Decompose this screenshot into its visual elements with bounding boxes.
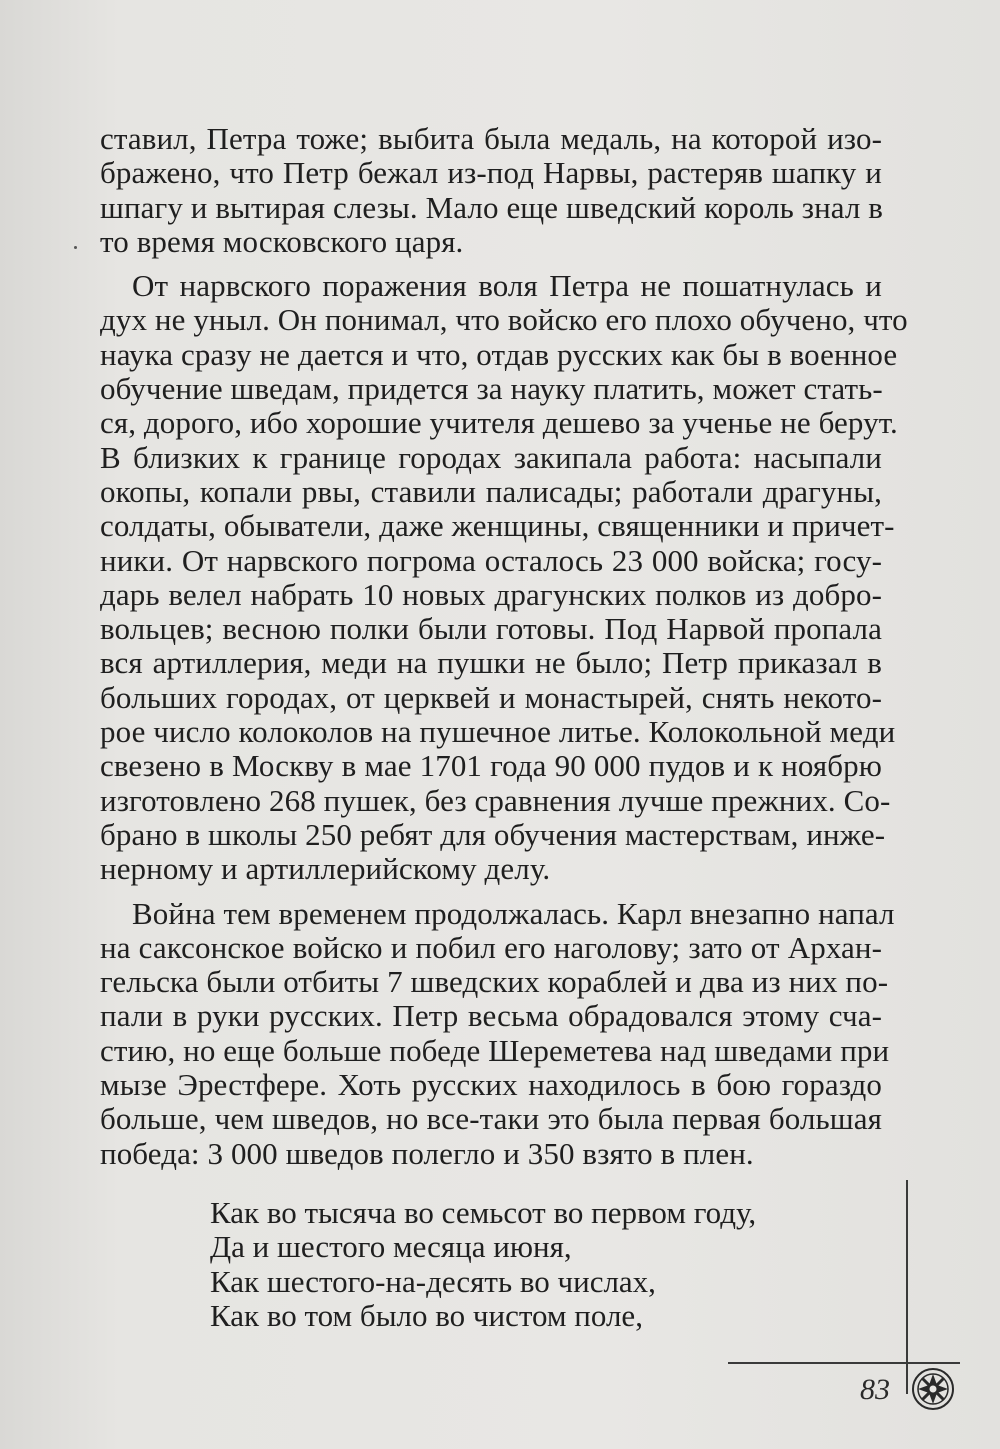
text-line: В близких к границе городах закипала работа: насыпали	[100, 439, 882, 475]
poem-line: Как во тысяча во семьсот во первом году,	[210, 1195, 757, 1230]
poem-line: Да и шестого месяца июня,	[210, 1229, 572, 1265]
text-line: больше, чем шведов, но все-таки это была первая большая	[100, 1101, 882, 1137]
text-line: победа: 3 000 шведов полегло и 350 взято в плен.	[100, 1135, 754, 1171]
text-line: ся, дорого, ибо хорошие учителя дешево за ученье не берут.	[100, 405, 898, 441]
text-line: дух не уныл. Он понимал, что войско его плохо обучено, что	[100, 302, 908, 338]
text-line: брано в школы 250 ребят для обучения мастерствам, инже-	[100, 816, 886, 852]
text-line: вся артиллерия, меди на пушки не было; Петр приказал в	[100, 645, 882, 681]
text-line: бражено, что Петр бежал из-под Нарвы, растеряв шапку и	[100, 155, 882, 191]
poem-line: Как шестого-на-десять во числах,	[210, 1263, 656, 1299]
text-line: на саксонское войско и побил его наголову; зато от Архан-	[100, 929, 882, 965]
text-line: От нарвского поражения воля Петра не пошатнулась и	[132, 268, 882, 304]
text-line: больших городах, от церквей и монастырей, снять некото-	[100, 679, 882, 715]
rosette-ornament-icon	[910, 1366, 956, 1412]
text-line: шпагу и вытирая слезы. Мало еще шведский король знал в	[100, 189, 884, 225]
text-line: пали в руки русских. Петр весьма обрадовался этому сча-	[100, 998, 882, 1034]
horizontal-rule	[728, 1362, 960, 1364]
text-line: ники. От нарвского погрома осталось 23 000 войска; госу-	[100, 542, 882, 578]
poem-line: Как во том было во чистом поле,	[210, 1297, 643, 1333]
text-line: изготовлено 268 пушек, без сравнения лучше прежних. Со-	[100, 782, 891, 818]
text-line: мызе Эрестфере. Хоть русских находилось в бою гораздо	[100, 1067, 882, 1103]
text-line: рое число колоколов на пушечное литье. Колокольной меди	[100, 714, 896, 750]
text-line: свезено в Москву в мае 1701 года 90 000 пудов и к ноябрю	[100, 748, 882, 784]
text-line: стию, но еще больше победе Шереметева над шведами при	[100, 1032, 890, 1068]
text-line: солдаты, обыватели, даже женщины, священники и причет-	[100, 508, 895, 544]
text-line: ставил, Петра тоже; выбита была медаль, на которой изо-	[100, 121, 882, 156]
text-line: гельска были отбиты 7 шведских кораблей и два из них по-	[100, 964, 889, 1000]
text-line: Война тем временем продолжалась. Карл внезапно напал	[132, 895, 895, 931]
poem-stanza	[210, 1196, 810, 1333]
text-line: обучение шведам, придется за науку платить, может стать-	[100, 371, 883, 407]
body-text	[100, 121, 908, 1171]
page-number: 83	[860, 1373, 890, 1406]
text-line: дарь велел набрать 10 новых драгунских полков из добро-	[100, 576, 882, 612]
text-line: вольцев; весною полки были готовы. Под Нарвой пропала	[100, 611, 882, 647]
text-line: наука сразу не дается и что, отдав русских как бы в военное	[100, 336, 898, 372]
ink-speck	[74, 246, 77, 249]
text-line: нерному и артиллерийскому делу.	[100, 851, 551, 887]
text-line: то время московского царя.	[100, 223, 464, 259]
text-line: окопы, копали рвы, ставили палисады; работали драгуны,	[100, 473, 882, 509]
